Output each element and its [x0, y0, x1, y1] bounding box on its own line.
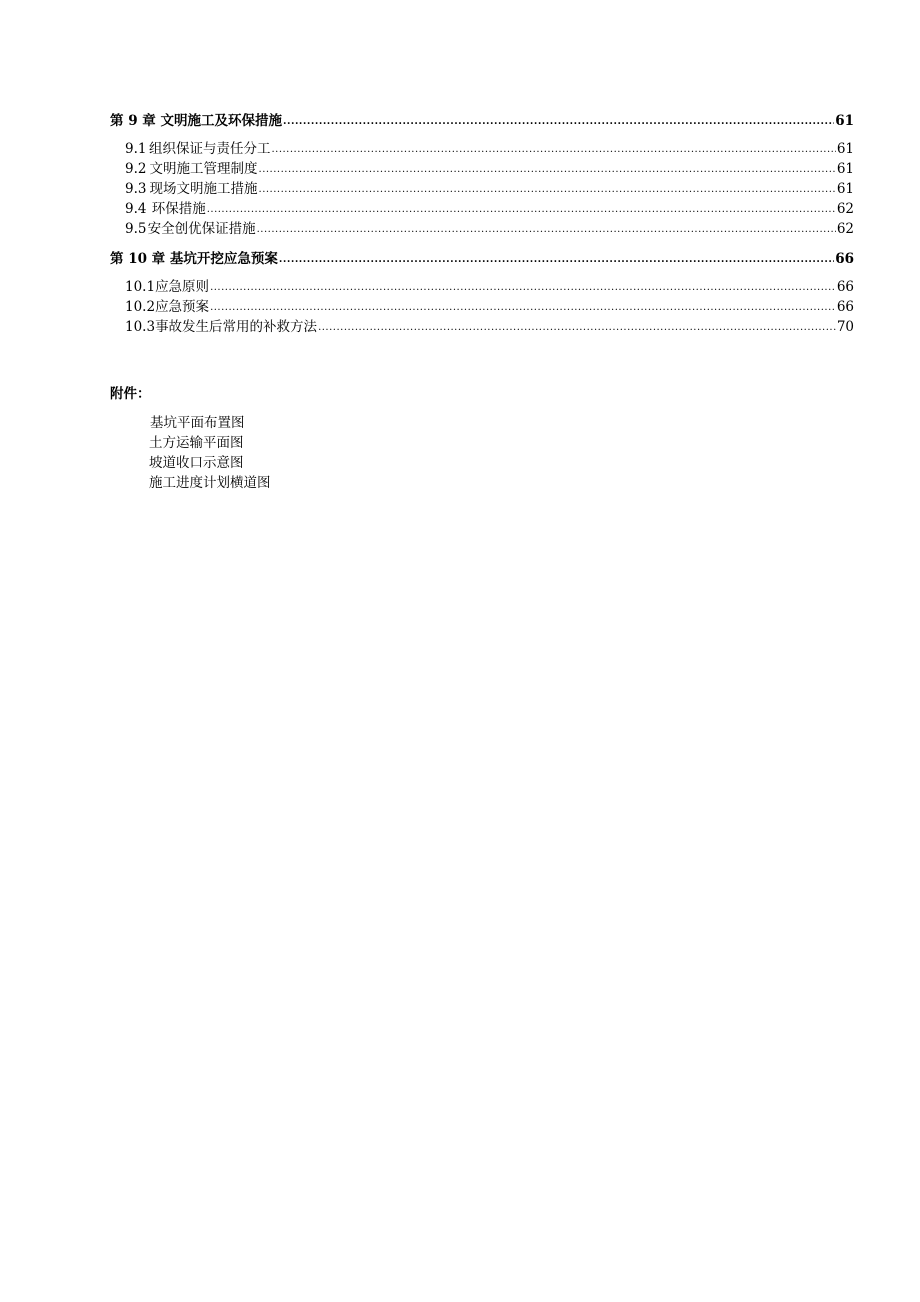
- toc-section-10-1[interactable]: [110, 277, 854, 297]
- toc-section-10-2[interactable]: [110, 297, 854, 317]
- toc-page-number: 66: [836, 279, 854, 295]
- toc-page-number: 62: [836, 221, 854, 237]
- toc-chapter-10[interactable]: [110, 249, 854, 269]
- dot-leader: [257, 220, 836, 240]
- appendix: [110, 384, 271, 493]
- toc-page-number: 61: [835, 113, 854, 129]
- toc-page-number: 66: [835, 251, 854, 267]
- toc-section-title: 安全创优保证措施: [147, 221, 256, 237]
- toc-section-number: 10.3: [125, 319, 156, 335]
- appendix-item: 土方运输平面图: [149, 435, 244, 451]
- toc-page-number: 61: [836, 141, 854, 157]
- toc-section-10-3[interactable]: [110, 317, 854, 337]
- toc-section-title: 组织保证与责任分工: [148, 141, 271, 157]
- toc-section-number: 9.5: [125, 221, 147, 237]
- toc-section-9-4[interactable]: [110, 199, 854, 219]
- dot-leader: [259, 160, 836, 180]
- toc-section-title: 文明施工管理制度: [149, 161, 258, 177]
- toc-section-number: 9.2: [125, 161, 147, 177]
- toc-page-number: 61: [836, 181, 854, 197]
- toc-section-title: 环保措施: [151, 201, 206, 217]
- dot-leader: [210, 298, 836, 318]
- toc-section-number: 9.3: [125, 181, 147, 197]
- toc-page-number: 62: [836, 201, 854, 217]
- toc-chapter-9[interactable]: [110, 111, 854, 131]
- toc-chapter-title: 第 10 章 基坑开挖应急预案: [110, 251, 278, 267]
- toc-page-number: 70: [836, 319, 854, 335]
- toc-section-9-5[interactable]: [110, 219, 854, 239]
- toc-section-title: 现场文明施工措施: [149, 181, 258, 197]
- toc-section-title: 应急原则: [155, 279, 210, 295]
- toc-chapter-title: 第 9 章 文明施工及环保措施: [110, 113, 282, 129]
- dot-leader: [210, 278, 836, 298]
- toc-section-number: 9.1: [125, 141, 147, 157]
- toc-section-9-3[interactable]: [110, 179, 854, 199]
- toc-section-title: 事故发生后常用的补救方法: [155, 319, 318, 335]
- toc-section-9-2[interactable]: [110, 159, 854, 179]
- dot-leader: [279, 250, 834, 270]
- appendix-heading: 附件：: [110, 386, 151, 402]
- dot-leader: [271, 140, 835, 160]
- toc-section-number: 10.1: [125, 279, 156, 295]
- toc-section-number: 9.4: [125, 201, 147, 217]
- toc-section-9-1[interactable]: [110, 139, 854, 159]
- appendix-item: 施工进度计划横道图: [149, 475, 271, 491]
- toc-section-title: 应急预案: [155, 299, 210, 315]
- toc-page-number: 66: [836, 299, 854, 315]
- dot-leader: [283, 112, 834, 132]
- dot-leader: [318, 318, 836, 338]
- dot-leader: [259, 180, 836, 200]
- appendix-item: 坡道收口示意图: [149, 455, 244, 471]
- appendix-item: 基坑平面布置图: [150, 415, 245, 431]
- toc-section-number: 10.2: [125, 299, 156, 315]
- appendix-list: [149, 413, 271, 493]
- table-of-contents: [110, 111, 854, 337]
- dot-leader: [207, 200, 836, 220]
- toc-page-number: 61: [836, 161, 854, 177]
